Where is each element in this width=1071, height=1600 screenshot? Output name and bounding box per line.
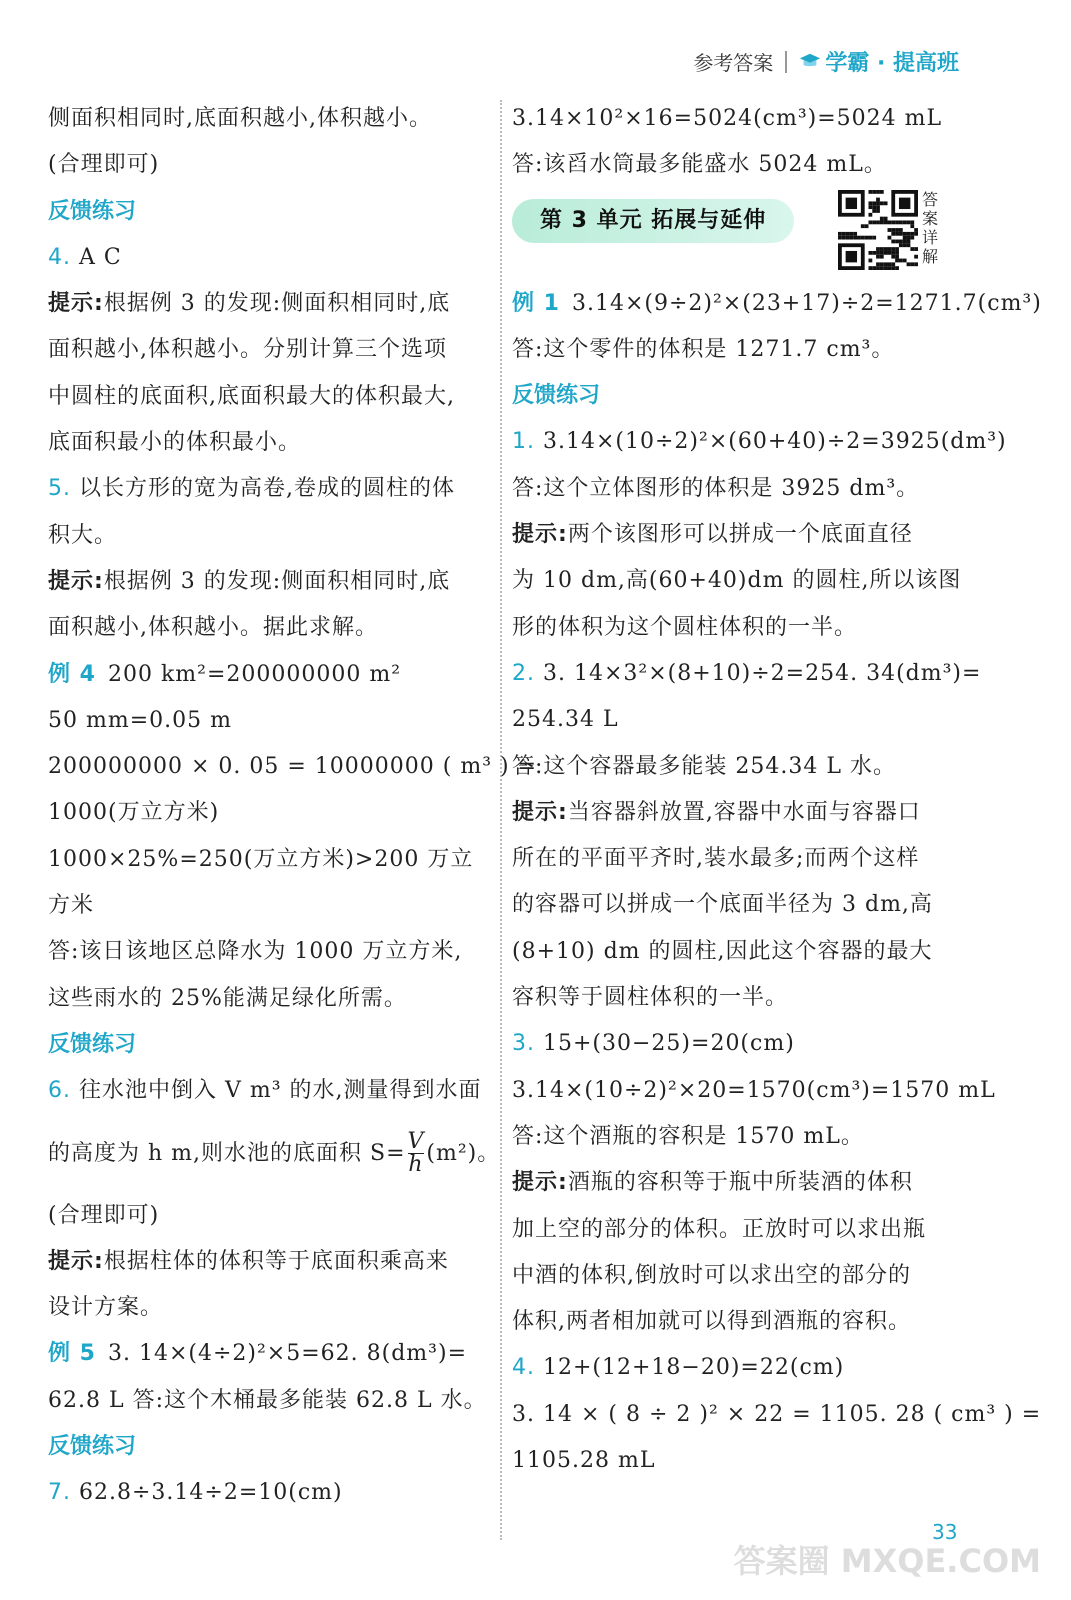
fraction-line [48,1115,501,1193]
line-text: 为 10 dm,高(60+40)dm 的圆柱,所以该图 [512,568,962,594]
item-number: 3. [512,1031,535,1057]
line-text: 3.14×(10÷2)²×(60+40)÷2=3925(dm³) [535,429,1007,455]
line-text: 中圆柱的底面积,底面积最大的体积最大, [48,383,455,409]
column-divider [500,100,502,1540]
answer-item [48,466,494,512]
text-line [512,744,962,790]
line-text: 3. 14×(4÷2)²×5=62. 8(dm³)= [107,1341,467,1367]
line-text: 形的体积为这个圆柱体积的一半。 [512,614,858,640]
line-text: 当容器斜放置,容器中水面与容器口 [567,799,921,825]
hint-line [512,1160,962,1206]
example-line [48,652,494,698]
text-line [512,142,962,188]
answer-item [512,651,982,697]
line-text: 3. 14×3²×(8+10)÷2=254. 34(dm³)= [535,660,982,686]
text-line [512,836,962,882]
text-line [48,1378,494,1424]
answer-item [48,1068,494,1114]
hint-label: 提示: [512,799,568,825]
header-ref: 参考答案 [693,51,774,75]
line-text: 方米 [48,893,95,919]
line-text: 62.8÷3.14÷2=10(cm) [71,1480,343,1506]
text-line [512,929,962,975]
item-number: 6. [48,1078,71,1104]
page-number: 33 [932,1520,958,1544]
text-line [512,327,962,373]
line-text: 15+(30−25)=20(cm) [535,1031,795,1057]
line-text: 设计方案。 [48,1295,164,1321]
text-line [48,420,494,466]
answer-item [48,235,494,281]
line-text: 50 mm=0.05 m [48,707,232,733]
fraction-suffix: (m²)。 [426,1140,501,1166]
answer-item [512,419,1007,465]
line-text: 3.14×(9÷2)²×(23+17)÷2=1271.7(cm³) [571,290,1042,316]
fraction-numerator: V [407,1129,425,1155]
answer-item [512,1345,962,1391]
line-text: 3. 14 × ( 8 ÷ 2 )² × 22 = 1105. 28 ( cm³ ) = [512,1401,1042,1427]
brand-logo [799,46,959,77]
line-text: 1000×25%=250(万立方米)>200 万立 [48,846,474,872]
item-number: 5. [48,476,71,502]
qr-label: 答案详解 [922,190,939,266]
text-line [512,1438,962,1484]
example-line [512,281,1042,327]
text-line [512,1392,1042,1438]
text-line [512,1068,996,1114]
text-line [48,605,494,651]
line-text: 面积越小,体积越小。据此求解。 [48,615,378,641]
section-heading: 反馈练习 [48,198,137,224]
hint-line [48,1239,494,1285]
line-text: A C [71,244,122,270]
answer-item [512,1021,962,1067]
text-line [512,558,962,604]
text-line [512,882,962,928]
qr-code-icon[interactable] [838,190,918,270]
hint-label: 提示: [512,522,568,548]
line-text: 中酒的体积,倒放时可以求出空的部分的 [512,1262,911,1288]
item-number: 4. [512,1355,535,1381]
text-line [48,142,494,188]
section-heading: 反馈练习 [48,1031,137,1057]
text-line [512,1114,962,1160]
text-line [512,975,962,1021]
line-text: 根据例 3 的发现:侧面积相同时,底 [103,568,451,594]
text-line [48,1285,494,1331]
answer-item [48,1470,494,1516]
text-line [512,697,962,743]
text-line [48,374,494,420]
line-text: 的容器可以拼成一个底面半径为 3 dm,高 [512,892,933,918]
text-line [48,327,494,373]
item-number: 4. [48,244,71,270]
line-text: 侧面积相同时,底面积越小,体积越小。 [48,106,432,131]
text-line [48,96,494,142]
hint-line [48,281,494,327]
line-text: 答:该日该地区总降水为 1000 万立方米, [48,939,463,965]
fraction-prefix: 的高度为 h m,则水池的底面积 S= [48,1140,406,1166]
text-line [512,1299,962,1345]
line-text: 答:这个立体图形的体积是 3925 dm³。 [512,475,920,501]
line-text: (合理即可) [48,152,160,178]
line-text: 两个该图形可以拼成一个底面直径 [567,522,913,548]
line-text: (合理即可) [48,1202,160,1228]
graduation-cap-icon [799,51,821,73]
line-text: 1105.28 mL [512,1448,656,1474]
text-line [48,744,538,790]
line-text: 这些雨水的 25%能满足绿化所需。 [48,985,407,1011]
line-text: 答:该舀水筒最多能盛水 5024 mL。 [512,152,887,178]
text-line [48,790,494,836]
line-text: 200000000 × 0. 05 = 10000000 ( m³ ) = [48,754,538,780]
line-text: 加上空的部分的体积。正放时可以求出瓶 [512,1216,927,1242]
fraction-denominator: h [408,1152,424,1178]
text-line [512,605,962,651]
hint-label: 提示: [48,291,104,317]
page-header [693,46,959,77]
line-text: (8+10) dm 的圆柱,因此这个容器的最大 [512,938,933,964]
watermark: 答案圈 MXQE.COM [733,1542,1041,1580]
text-line [48,929,494,975]
text-line [512,1207,962,1253]
line-text: 面积越小,体积越小。分别计算三个选项 [48,337,447,363]
line-text: 根据例 3 的发现:侧面积相同时,底 [103,291,451,317]
qr-code-block[interactable] [838,190,940,270]
text-line [48,837,494,883]
line-text: 1000(万立方米) [48,800,220,826]
item-number: 2. [512,660,535,686]
header-divider [785,51,787,73]
text-line [512,1253,962,1299]
example-label: 例 4 [48,661,96,687]
line-text: 答:这个零件的体积是 1271.7 cm³。 [512,336,895,362]
text-line [48,698,494,744]
hint-label: 提示: [512,1170,568,1196]
hint-line [512,512,962,558]
text-line [48,976,494,1022]
hint-label: 提示: [48,1248,104,1274]
text-line [512,96,962,142]
line-text: 所在的平面平齐时,装水最多;而两个这样 [512,846,920,872]
text-line [512,466,962,512]
line-text: 答:这个容器最多能装 254.34 L 水。 [512,753,896,779]
text-line [48,883,494,929]
fraction [408,1131,425,1176]
line-text: 容积等于圆柱体积的一半。 [512,985,789,1011]
line-text: 3.14×(10÷2)²×20=1570(cm³)=1570 mL [512,1077,996,1103]
line-text: 200 km²=200000000 m² [107,661,402,687]
example-line [48,1331,494,1377]
line-text: 根据柱体的体积等于底面积乘高来 [103,1248,449,1274]
line-text: 体积,两者相加就可以得到酒瓶的容积。 [512,1309,911,1335]
line-text: 3.14×10²×16=5024(cm³)=5024 mL [512,106,943,131]
line-text: 62.8 L 答:这个木桶最多能装 62.8 L 水。 [48,1387,487,1413]
unit-banner: 第 3 单元 拓展与延伸 [512,199,794,243]
item-number: 7. [48,1480,71,1506]
item-number: 1. [512,429,535,455]
example-label: 例 5 [48,1341,96,1367]
line-text: 底面积最小的体积最小。 [48,430,302,456]
hint-line [48,559,494,605]
hint-line [512,790,962,836]
section-heading: 反馈练习 [512,383,601,409]
section-heading: 反馈练习 [48,1434,137,1460]
brand-text: 学霸 · 提高班 [825,51,959,76]
line-text: 12+(12+18−20)=22(cm) [535,1355,845,1381]
text-line [48,1193,494,1239]
text-line [48,513,494,559]
line-text: 254.34 L [512,707,619,733]
right-column [512,96,1042,1484]
line-text: 积大。 [48,522,118,548]
hint-label: 提示: [48,568,104,594]
line-text: 往水池中倒入 V m³ 的水,测量得到水面 [71,1078,482,1104]
line-text: 以长方形的宽为高卷,卷成的圆柱的体 [71,476,455,502]
line-text: 酒瓶的容积等于瓶中所装酒的体积 [567,1170,913,1196]
example-label: 例 1 [512,290,560,316]
line-text: 答:这个酒瓶的容积是 1570 mL。 [512,1123,864,1149]
